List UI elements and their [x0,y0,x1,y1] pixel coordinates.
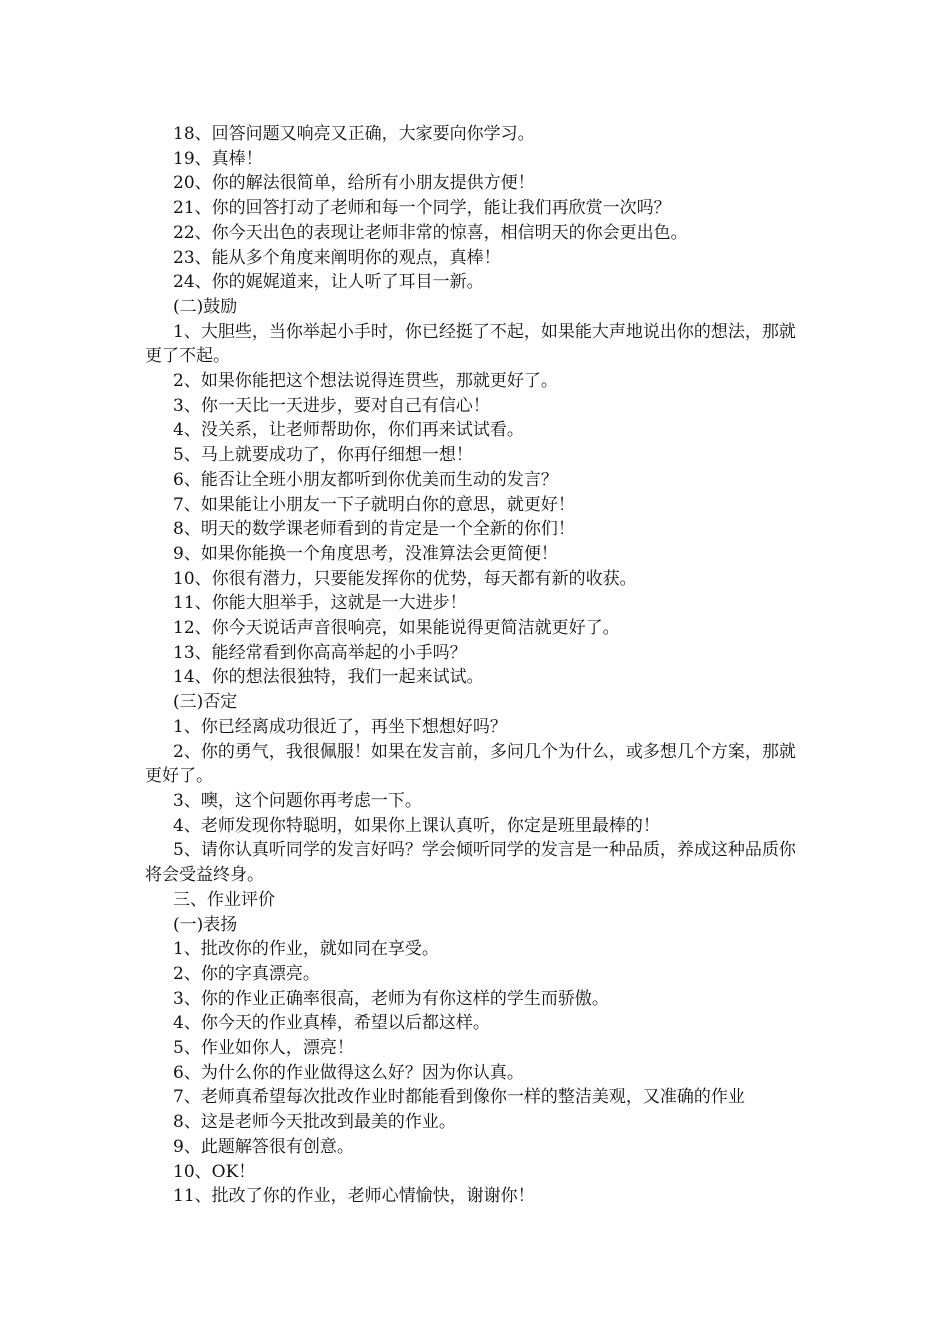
list-item: 18、回答问题又响亮又正确，大家要向你学习。 [173,124,535,144]
list-item: 11、批改了你的作业，老师心情愉快，谢谢你！ [173,1186,535,1207]
list-item: 14、你的想法很独特，我们一起来试试。 [173,667,484,688]
list-item: 20、你的解法很简单，给所有小朋友提供方便！ [173,173,535,194]
list-item: 22、你今天出色的表现让老师非常的惊喜，相信明天的你会更出色。 [173,222,688,243]
list-item: 11、你能大胆举手，这就是一大进步！ [173,593,467,614]
list-item: 7、老师真希望每次批改作业时都能看到像你一样的整洁美观，又准确的作业 [173,1087,745,1108]
list-item: 1、你已经离成功很近了，再坐下想想好吗？ [173,716,507,737]
subsection-heading-negate: (三)否定 [173,692,238,713]
list-item: 8、明天的数学课老师看到的肯定是一个全新的你们！ [173,519,575,540]
subsection-heading-encourage: (二)鼓励 [173,296,238,317]
list-item: 6、为什么你的作业做得这么好？因为你认真。 [173,1062,524,1083]
document-body [145,122,810,1209]
list-item: 2、你的勇气，我很佩服！如果在发言前，多问几个为什么，或多想几个方案，那就更好了。 [145,741,796,787]
list-item: 9、如果你能换一个角度思考，没准算法会更简便！ [173,543,558,564]
list-item: 6、能否让全班小朋友都听到你优美而生动的发言？ [173,469,558,490]
list-item: 4、你今天的作业真棒，希望以后都这样。 [173,1013,490,1034]
list-item: 5、请你认真听同学的发言好吗？学会倾听同学的发言是一种品质，养成这种品质你将会受益终身。 [145,840,796,886]
list-item: 5、马上就要成功了，你再仔细想一想！ [173,445,473,466]
list-item: 10、OK！ [173,1161,256,1182]
list-item: 3、你的作业正确率很高，老师为有你这样的学生而骄傲。 [173,988,609,1009]
list-item: 21、你的回答打动了老师和每一个同学，能让我们再欣赏一次吗？ [173,198,671,219]
list-item: 1、大胆些，当你举起小手时，你已经挺了不起，如果能大声地说出你的想法，那就更了不起。 [145,321,796,367]
list-item: 8、这是老师今天批改到最美的作业。 [173,1112,456,1133]
list-item: 5、作业如你人，漂亮！ [173,1038,354,1059]
list-item: 2、如果你能把这个想法说得连贯些，那就更好了。 [173,371,558,392]
list-item: 9、此题解答很有创意。 [173,1136,354,1157]
list-item: 7、如果能让小朋友一下子就明白你的意思，就更好！ [173,494,575,515]
subsection-heading-praise: (一)表扬 [173,914,238,935]
list-item: 1、批改你的作业，就如同在享受。 [173,939,439,960]
list-item: 4、老师发现你特聪明，如果你上课认真听，你定是班里最棒的！ [173,815,660,836]
list-item: 19、真棒！ [173,148,263,169]
list-item: 24、你的娓娓道来，让人听了耳目一新。 [173,272,484,293]
list-item: 23、能从多个角度来阐明你的观点，真棒！ [173,247,501,268]
list-item: 4、没关系，让老师帮助你，你们再来试试看。 [173,420,524,441]
section-title-homework: 三、作业评价 [173,889,275,910]
list-item: 3、你一天比一天进步，要对自己有信心！ [173,395,490,416]
list-item: 12、你今天说话声音很响亮，如果能说得更简洁就更好了。 [173,618,620,639]
list-item: 2、你的字真漂亮。 [173,963,320,984]
list-item: 10、你很有潜力，只要能发挥你的优势，每天都有新的收获。 [173,568,637,589]
list-item: 13、能经常看到你高高举起的小手吗？ [173,642,467,663]
list-item: 3、噢，这个问题你再考虑一下。 [173,790,422,811]
